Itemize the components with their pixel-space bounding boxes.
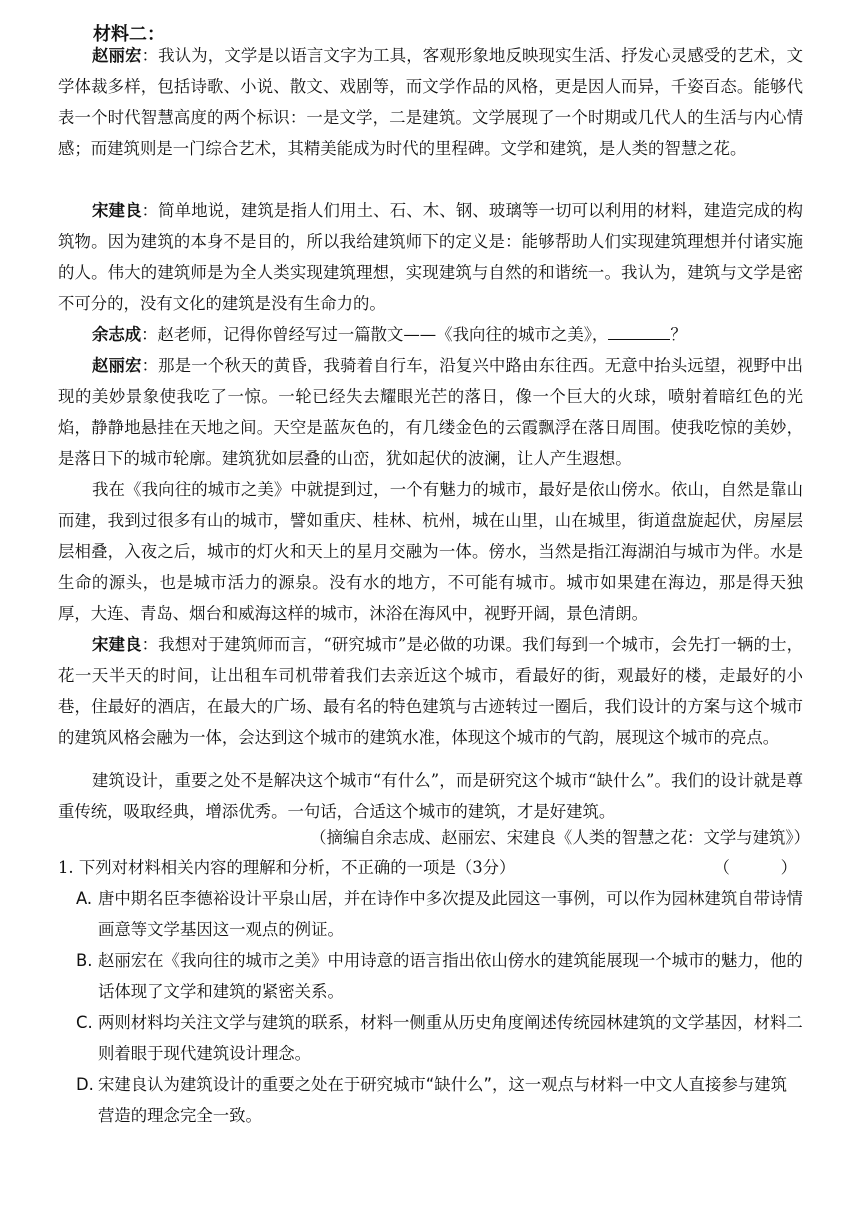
option-b: [76, 945, 803, 1007]
speaker-label: 宋建良: [92, 201, 142, 220]
paragraph-text: ：我想对于建筑师而言，“研究城市”是必做的功课。我们每到一个城市，会先打一辆的士，花一天半天的时间，让出租车司机带着我们去亲近这个城市，看最好的街，观最好的楼，走最好的小巷，住最好的酒店，在最大的广场、最有名的特色建筑与古迹转过一圈后，我们设计的方案与这个城市的建筑风格会融为一体，会达到这个城市的建筑水准，体现这个城市的气韵，展现这个城市的亮点。: [58, 635, 804, 747]
question-stem: [58, 852, 803, 883]
option-letter: A.: [76, 889, 93, 908]
question-text: 1. 下列对材料相关内容的理解和分析，不正确的一项是（3分）: [58, 858, 516, 877]
speaker-label: 宋建良: [92, 635, 142, 654]
paragraph-tail: ？: [670, 325, 687, 344]
option-text: 宋建良认为建筑设计的重要之处在于研究城市“缺什么”，这一观点与材料一中文人直接参与建筑营造的理念完全一致。: [98, 1075, 787, 1125]
option-letter: B.: [76, 951, 93, 970]
paragraph-zhao-3: [58, 474, 803, 629]
source-citation: （摘编自余志成、赵丽宏、宋建良《人类的智慧之花：文学与建筑》）: [310, 828, 810, 847]
option-a: [76, 883, 803, 945]
option-c: [76, 1007, 803, 1069]
paragraph-text: ：赵老师，记得你曾经写过一篇散文——《我向往的城市之美》，: [141, 325, 609, 344]
speaker-label: 赵丽宏: [92, 46, 142, 65]
option-d: [76, 1069, 803, 1131]
paragraph-text: ：我认为，文学是以语言文字为工具，客观形象地反映现实生活、抒发心灵感受的艺术，文学体裁多样，包括诗歌、小说、散文、戏剧等，而文学作品的风格，更是因人而异，千姿百态。能够代表一个时代智慧高度的两个标识：一是文学，二是建筑。文学展现了一个时期或几代人的生活与内心情感；而建筑则是一门综合艺术，其精美能成为时代的里程碑。文学和建筑，是人类的智慧之花。: [58, 46, 804, 158]
speaker-label: 余志成: [92, 325, 142, 344]
option-text: 两则材料均关注文学与建筑的联系，材料一侧重从历史角度阐述传统园林建筑的文学基因，材料二则着眼于现代建筑设计理念。: [98, 1013, 803, 1063]
paragraph-yu-1: [58, 319, 803, 350]
speaker-label: 赵丽宏: [92, 356, 142, 375]
paragraph-zhao-1: [58, 40, 803, 164]
answer-parentheses: （ ）: [713, 858, 803, 877]
paragraph-song-2: [58, 629, 803, 753]
paragraph-song-3: [58, 765, 803, 827]
paragraph-text: 建筑设计，重要之处不是解决这个城市“有什么”，而是研究这个城市“缺什么”。我们的设计就是尊重传统，吸取经典，增添优秀。一句话，合适这个城市的建筑，才是好建筑。: [58, 771, 803, 821]
paragraph-song-1: [58, 195, 803, 319]
section-title: 材料二：: [93, 24, 165, 45]
option-letter: C.: [76, 1013, 93, 1032]
paragraph-text: ：那是一个秋天的黄昏，我骑着自行车，沿复兴中路由东往西。无意中抬头远望，视野中出现的美妙景象使我吃了一惊。一轮已经失去耀眼光芒的落日，像一个巨大的火球，喷射着暗红色的光焰，静静地悬挂在天地之间。天空是蓝灰色的，有几缕金色的云霞飘浮在落日周围。使我吃惊的美妙，是落日下的城市轮廓。建筑犹如层叠的山峦，犹如起伏的波澜，让人产生遐想。: [58, 356, 804, 468]
answer-blank: [608, 325, 670, 340]
paragraph-text: 我在《我向往的城市之美》中就提到过，一个有魅力的城市，最好是依山傍水。依山，自然是靠山而建，我到过很多有山的城市，譬如重庆、桂林、杭州，城在山里，山在城里，街道盘旋起伏，房屋层层相叠，入夜之后，城市的灯火和天上的星月交融为一体。傍水，当然是指江海湖泊与城市为伴。水是生命的源头，也是城市活力的源泉。没有水的地方，不可能有城市。城市如果建在海边，那是得天独厚，大连、青岛、烟台和威海这样的城市，沐浴在海风中，视野开阔，景色清朗。: [58, 480, 803, 623]
option-text: 唐中期名臣李德裕设计平泉山居，并在诗作中多次提及此园这一事例，可以作为园林建筑自带诗情画意等文学基因这一观点的例证。: [98, 889, 803, 939]
option-letter: D.: [76, 1075, 94, 1094]
paragraph-zhao-2: [58, 350, 803, 474]
paragraph-text: ：简单地说，建筑是指人们用土、石、木、钢、玻璃等一切可以利用的材料，建造完成的构筑物。因为建筑的本身不是目的，所以我给建筑师下的定义是：能够帮助人们实现建筑理想并付诸实施的人。伟大的建筑师是为全人类实现建筑理想，实现建筑与自然的和谐统一。我认为，建筑与文学是密不可分的，没有文化的建筑是没有生命力的。: [58, 201, 804, 313]
option-text: 赵丽宏在《我向往的城市之美》中用诗意的语言指出依山傍水的建筑能展现一个城市的魅力，他的话体现了文学和建筑的紧密关系。: [98, 951, 803, 1001]
